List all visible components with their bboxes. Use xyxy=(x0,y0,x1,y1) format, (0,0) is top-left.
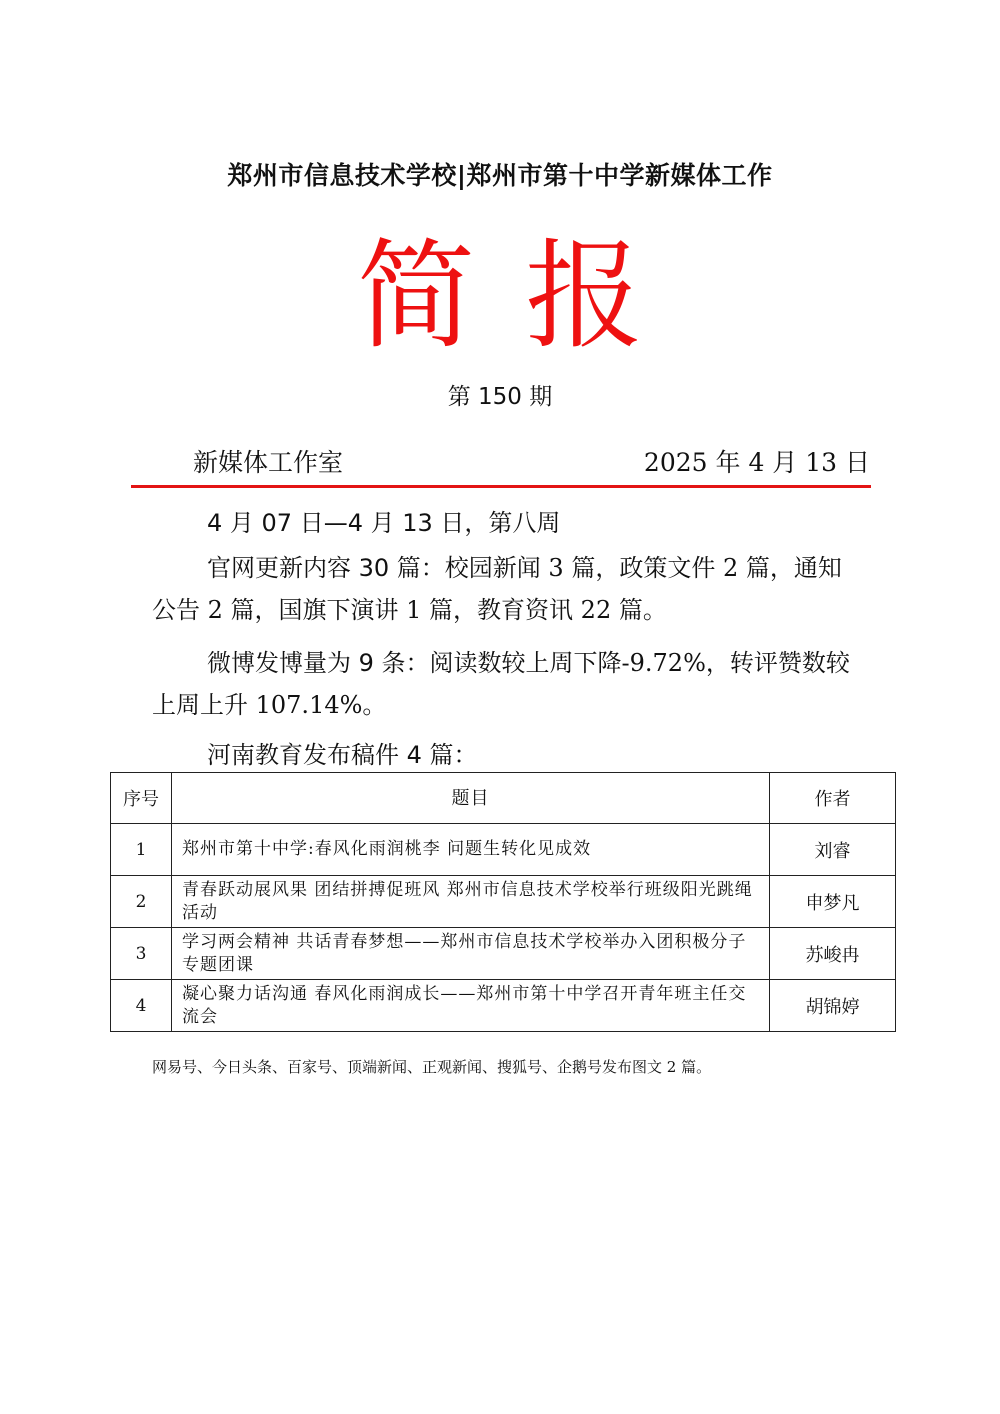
table-header-row xyxy=(111,773,896,824)
row-title: 凝心聚力话沟通 春风化雨润成长——郑州市第十中学召开青年班主任交流会 xyxy=(172,980,770,1032)
website-lead: 官网更新内容 30 篇： xyxy=(207,554,445,582)
footer-note: 网易号、今日头条、百家号、顶端新闻、正观新闻、搜狐号、企鹅号发布图文 2 篇。 xyxy=(152,1058,712,1076)
header-author: 作者 xyxy=(770,773,896,824)
title-char-1: 简 xyxy=(356,227,525,365)
weibo-paragraph xyxy=(152,642,852,726)
issue-number: 第 150 期 xyxy=(447,384,553,410)
row-no: 2 xyxy=(111,876,172,928)
row-author: 申梦凡 xyxy=(770,876,896,928)
table-row xyxy=(111,824,896,876)
week-range: 4 月 07 日—4 月 13 日，第八周 xyxy=(207,509,561,537)
row-author: 胡锦婷 xyxy=(770,980,896,1032)
org-line: 郑州市信息技术学校|郑州市第十中学新媒体工作 xyxy=(227,161,773,190)
row-title: 青春跃动展风果 团结拼搏促班风 郑州市信息技术学校举行班级阳光跳绳活动 xyxy=(172,876,770,928)
weibo-text: 阅读数较上周下降-9.72%，转评赞数较上周上升 107.14%。 xyxy=(152,649,850,719)
henan-heading: 河南教育发布稿件 4 篇： xyxy=(207,741,478,769)
bulletin-title xyxy=(0,227,1000,365)
row-no: 4 xyxy=(111,980,172,1032)
publish-date: 2025 年 4 月 13 日 xyxy=(643,448,870,477)
header-no: 序号 xyxy=(111,773,172,824)
weibo-lead: 微博发博量为 9 条： xyxy=(207,649,430,677)
row-author: 刘睿 xyxy=(770,824,896,876)
articles-table xyxy=(110,772,896,1032)
row-no: 3 xyxy=(111,928,172,980)
row-title: 学习两会精神 共话青春梦想——郑州市信息技术学校举办入团积极分子专题团课 xyxy=(172,928,770,980)
table-row xyxy=(111,928,896,980)
department: 新媒体工作室 xyxy=(193,448,344,477)
row-title: 郑州市第十中学:春风化雨润桃李 问题生转化见成效 xyxy=(172,824,770,876)
table-row xyxy=(111,980,896,1032)
header-title: 题目 xyxy=(172,773,770,824)
red-divider xyxy=(131,485,871,488)
row-author: 苏峻冉 xyxy=(770,928,896,980)
website-paragraph xyxy=(152,547,852,631)
table-row xyxy=(111,876,896,928)
website-text: 校园新闻 3 篇，政策文件 2 篇，通知公告 2 篇，国旗下演讲 1 篇，教育资讯 22 篇。 xyxy=(152,554,842,624)
row-no: 1 xyxy=(111,824,172,876)
title-char-2: 报 xyxy=(525,227,694,365)
